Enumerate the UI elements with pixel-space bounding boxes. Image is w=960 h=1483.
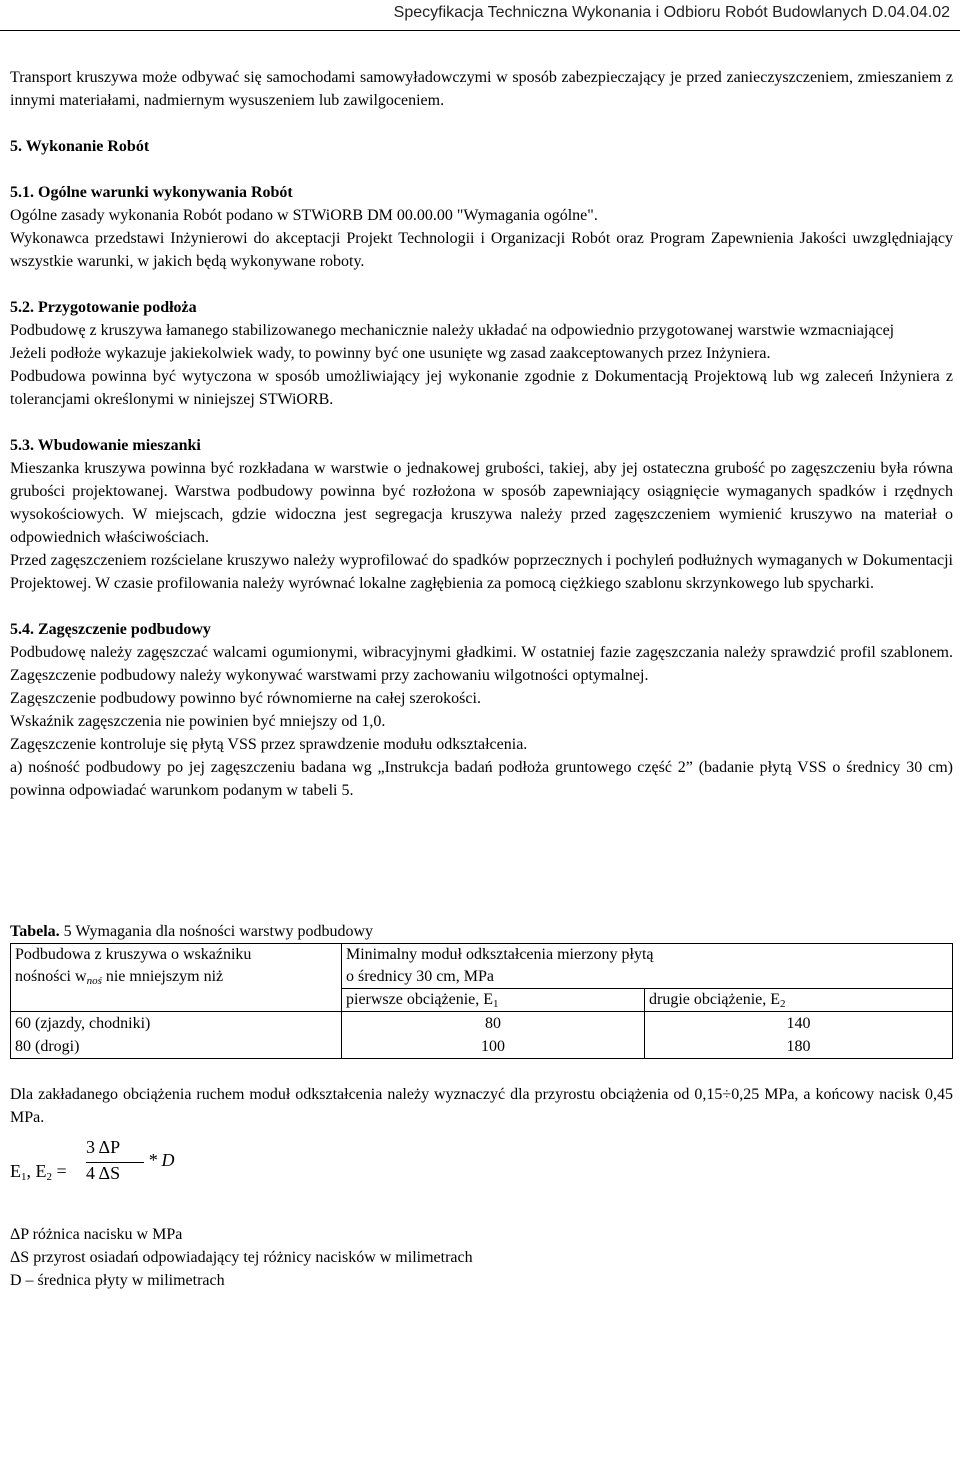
formula-lhs-sub1: 1 [21,1171,27,1183]
formula-denominator: 4 ΔS [86,1163,121,1183]
formula-lhs-equals: = [52,1161,67,1181]
section-5-4-paragraph-3: Wskaźnik zagęszczenia nie powinien być mniejszy od 1,0. [10,713,386,730]
table-header-base-line2b: nie mniejszym niż [101,968,224,985]
formula-lhs-e: E [10,1161,21,1181]
table-header-group-line2: o średnicy 30 cm, MPa [346,968,494,985]
section-5-3-paragraph-2: Przed zagęszczeniem rozścielane kruszywo należy wyprofilować do spadków poprzecznych i pochyleń podłużnych wymaganych w Dokumentacji Projektowej. W czasie profilowania należy wyrównać lokalne zagłębienia za pomocą ciężkiego szablonu skrzynkowego lub spycharki. [10,552,953,592]
section-5-4-heading: 5.4. Zagęszczenie podbudowy [10,621,211,638]
table-header-e2-sub: 2 [780,998,786,1010]
table-caption [10,920,953,943]
table-header-e1-label: pierwsze obciążenie, E [346,991,494,1008]
section-5-4-paragraph-4: Zagęszczenie kontroluje się płytą VSS przez sprawdzenie modułu odkształcenia. [10,736,528,753]
table-row-1-label: 60 (zjazdy, chodniki) [11,1012,342,1036]
section-5-1-paragraph-1: Ogólne zasady wykonania Robót podano w STWiORB DM 00.00.00 "Wymagania ogólne". [10,207,598,224]
bearing-capacity-table [10,943,953,1059]
section-5-4-paragraph-2: Zagęszczenie podbudowy powinno być równomierne na całej szerokości. [10,690,481,707]
formula-lhs [10,1161,67,1182]
table-row-2-e2: 180 [645,1035,953,1059]
table-header-e2-label: drugie obciążenie, E [649,991,781,1008]
after-table-paragraph: Dla zakładanego obciążenia ruchem moduł odkształcenia należy wyznaczyć dla przyrostu obciążenia od 0,15÷0,25 MPa, a końcowy nacisk 0,45 MPa. [10,1086,953,1126]
formula-numerator: 3 ΔP [86,1137,121,1157]
section-5-4-paragraph-5: a) nośność podbudowy po jej zagęszczeniu badana wg „Instrukcja badań podłoża gruntowego część 2” (badanie płytą VSS o średnicy 30 cm) powinna odpowiadać warunkom podanym w tabeli 5. [10,759,953,799]
document-header: Specyfikacja Techniczna Wykonania i Odbioru Robót Budowlanych D.04.04.02 [393,4,950,21]
legend-d: D – średnica płyty w milimetrach [10,1272,225,1289]
section-5-2-paragraph-3: Podbudowa powinna być wytyczona w sposób umożliwiający jej wykonanie zgodnie z Dokumentacją Projektową lub wg zaleceń Inżyniera z tolerancjami określonymi w niniejszej STWiORB. [10,368,953,408]
formula-rhs: * D [148,1150,175,1170]
table-row-1-e1: 80 [342,1012,645,1036]
formula-lhs-sub2: 2 [46,1171,52,1183]
table-header-e1-sub: 1 [493,998,499,1010]
table-caption-label: Tabela. [10,923,60,940]
table-header-base [11,944,342,1012]
table-header-e2 [645,989,953,1012]
table-row-2-e1: 100 [342,1035,645,1059]
section-5-1-heading: 5.1. Ogólne warunki wykonywania Robót [10,184,293,201]
legend-delta-p: ΔP różnica nacisku w MPa [10,1226,183,1243]
table-caption-text: 5 Wymagania dla nośności warstwy podbudowy [59,923,374,940]
table-header-group [342,944,953,989]
modulus-formula [10,1137,953,1209]
section-5-2-heading: 5.2. Przygotowanie podłoża [10,299,197,316]
table-header-base-sub: noś [86,975,102,987]
table-header-base-line1: Podbudowa z kruszywa o wskaźniku [15,946,252,963]
table-header-base-line2a: nośności w [15,968,87,985]
formula-lhs-sep: , E [26,1161,47,1181]
section-5-1-paragraph-2: Wykonawca przedstawi Inżynierowi do akceptacji Projekt Technologii i Organizacji Robót oraz Program Zapewnienia Jakości uwzględniający wszystkie warunki, w jakich będą wykonywane roboty. [10,230,953,270]
formula-legend [10,1223,953,1292]
transport-paragraph: Transport kruszywa może odbywać się samochodami samowyładowczymi w sposób zabezpieczający je przed zanieczyszczeniem, zmieszaniem z innymi materiałami, nadmiernym wysuszeniem lub zawilgoceniem. [10,69,953,109]
section-5-4-paragraph-1: Podbudowę należy zagęszczać walcami ogumionymi, wibracyjnymi gładkimi. W ostatniej fazie zagęszczania należy sprawdzić profil szablonem. Zagęszczenie podbudowy należy wykonywać warstwami przy zachowaniu wilgotności optymalnej. [10,644,953,684]
table-row-2-label: 80 (drogi) [11,1035,342,1059]
table-header-group-line1: Minimalny moduł odkształcenia mierzony płytą [346,946,654,963]
section-5-2-paragraph-1: Podbudowę z kruszywa łamanego stabilizowanego mechanicznie należy układać na odpowiednio przygotowanej warstwie wzmacniającej [10,322,895,339]
section-5-3-paragraph-1: Mieszanka kruszywa powinna być rozkładana w warstwie o jednakowej grubości, takiej, aby jej ostateczna grubość po zagęszczeniu była równa grubości projektowanej. Warstwa podbudowy powinna być rozłożona w sposób zapewniający osiągnięcie wymaganych spadków i rzędnych wysokościowych. W miejscach, gdzie widoczna jest segregacja kruszywa należy przed zagęszczeniem wymienić kruszywo na materiał o odpowiednich właściwościach. [10,460,953,546]
legend-delta-s: ΔS przyrost osiadań odpowiadający tej różnicy nacisków w milimetrach [10,1249,473,1266]
section-5-3-heading: 5.3. Wbudowanie mieszanki [10,437,201,454]
section-5-heading: 5. Wykonanie Robót [10,138,150,155]
document-body [10,66,953,1292]
section-5-2-paragraph-2: Jeżeli podłoże wykazuje jakiekolwiek wady, to powinny być one usunięte wg zasad zaakceptowanych przez Inżyniera. [10,345,771,362]
table-header-e1 [342,989,645,1012]
table-row-1-e2: 140 [645,1012,953,1036]
header-divider [0,30,960,31]
